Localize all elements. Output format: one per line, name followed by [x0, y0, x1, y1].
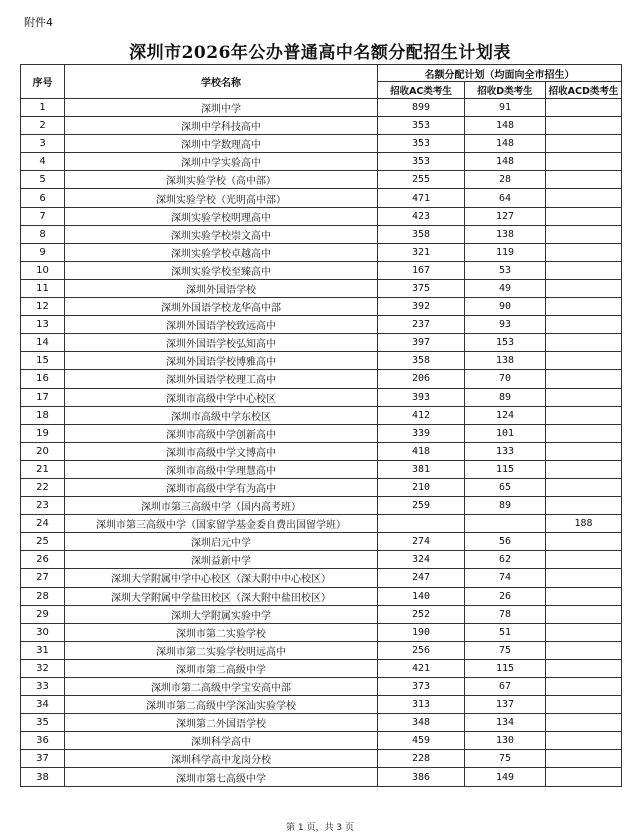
row-ac-quota: 471 — [378, 189, 465, 207]
row-acd-quota — [546, 153, 622, 171]
row-index: 20 — [21, 442, 65, 460]
table-row — [21, 533, 622, 551]
row-ac-quota: 259 — [378, 497, 465, 515]
row-acd-quota — [546, 605, 622, 623]
row-d-quota: 28 — [465, 171, 546, 189]
table-row — [21, 442, 622, 460]
row-acd-quota: 188 — [546, 515, 622, 533]
row-school-name: 深圳实验学校至臻高中 — [65, 261, 378, 279]
row-index: 8 — [21, 225, 65, 243]
row-index: 36 — [21, 732, 65, 750]
header-d-students: 招收D类考生 — [465, 82, 546, 99]
header-index: 序号 — [21, 65, 65, 99]
row-school-name: 深圳实验学校崇文高中 — [65, 225, 378, 243]
header-acd-students: 招收ACD类考生 — [546, 82, 622, 99]
row-school-name: 深圳益新中学 — [65, 551, 378, 569]
row-ac-quota: 237 — [378, 316, 465, 334]
header-quota-plan: 名额分配计划（均面向全市招生） — [378, 65, 622, 82]
row-d-quota: 89 — [465, 388, 546, 406]
row-d-quota: 101 — [465, 424, 546, 442]
row-acd-quota — [546, 189, 622, 207]
row-acd-quota — [546, 171, 622, 189]
row-school-name: 深圳市第二高级中学深汕实验学校 — [65, 696, 378, 714]
row-school-name: 深圳外国语学校致远高中 — [65, 316, 378, 334]
row-index: 6 — [21, 189, 65, 207]
row-ac-quota: 418 — [378, 442, 465, 460]
table-row — [21, 352, 622, 370]
row-ac-quota: 397 — [378, 334, 465, 352]
row-ac-quota: 252 — [378, 605, 465, 623]
row-ac-quota: 353 — [378, 117, 465, 135]
row-ac-quota: 255 — [378, 171, 465, 189]
table-row — [21, 497, 622, 515]
row-ac-quota: 313 — [378, 696, 465, 714]
row-index: 18 — [21, 406, 65, 424]
row-acd-quota — [546, 714, 622, 732]
table-row — [21, 551, 622, 569]
row-acd-quota — [546, 243, 622, 261]
row-acd-quota — [546, 370, 622, 388]
row-d-quota: 56 — [465, 533, 546, 551]
attachment-label: 附件4 — [24, 16, 53, 29]
row-acd-quota — [546, 298, 622, 316]
row-ac-quota: 190 — [378, 623, 465, 641]
row-school-name: 深圳市第二高级中学 — [65, 659, 378, 677]
row-d-quota: 70 — [465, 370, 546, 388]
table-row — [21, 388, 622, 406]
row-school-name: 深圳市高级中学中心校区 — [65, 388, 378, 406]
row-acd-quota — [546, 117, 622, 135]
row-index: 13 — [21, 316, 65, 334]
row-d-quota: 91 — [465, 99, 546, 117]
row-d-quota: 115 — [465, 460, 546, 478]
row-index: 25 — [21, 533, 65, 551]
row-school-name: 深圳市高级中学创新高中 — [65, 424, 378, 442]
row-d-quota: 148 — [465, 135, 546, 153]
table-row — [21, 279, 622, 297]
table-row — [21, 605, 622, 623]
row-school-name: 深圳市第二实验学校 — [65, 623, 378, 641]
row-acd-quota — [546, 424, 622, 442]
row-d-quota: 115 — [465, 659, 546, 677]
row-d-quota: 49 — [465, 279, 546, 297]
table-row — [21, 696, 622, 714]
row-school-name: 深圳启元中学 — [65, 533, 378, 551]
table-row — [21, 714, 622, 732]
table-row — [21, 460, 622, 478]
row-d-quota: 148 — [465, 153, 546, 171]
row-school-name: 深圳实验学校（高中部） — [65, 171, 378, 189]
table-row — [21, 243, 622, 261]
row-school-name: 深圳大学附属实验中学 — [65, 605, 378, 623]
table-row — [21, 171, 622, 189]
row-ac-quota: 324 — [378, 551, 465, 569]
row-ac-quota: 421 — [378, 659, 465, 677]
row-ac-quota: 353 — [378, 135, 465, 153]
row-ac-quota: 392 — [378, 298, 465, 316]
row-ac-quota: 381 — [378, 460, 465, 478]
table-row — [21, 135, 622, 153]
row-school-name: 深圳第二外国语学校 — [65, 714, 378, 732]
row-acd-quota — [546, 225, 622, 243]
row-index: 26 — [21, 551, 65, 569]
row-ac-quota: 228 — [378, 750, 465, 768]
row-ac-quota: 353 — [378, 153, 465, 171]
row-ac-quota: 210 — [378, 478, 465, 496]
row-school-name: 深圳市第三高级中学（国家留学基金委自费出国留学班） — [65, 515, 378, 533]
row-ac-quota: 393 — [378, 388, 465, 406]
table-row — [21, 99, 622, 117]
row-acd-quota — [546, 316, 622, 334]
table-row — [21, 569, 622, 587]
row-index: 21 — [21, 460, 65, 478]
row-school-name: 深圳外国语学校博雅高中 — [65, 352, 378, 370]
row-index: 5 — [21, 171, 65, 189]
row-d-quota: 137 — [465, 696, 546, 714]
row-d-quota: 127 — [465, 207, 546, 225]
row-acd-quota — [546, 352, 622, 370]
row-index: 28 — [21, 587, 65, 605]
row-index: 2 — [21, 117, 65, 135]
row-school-name: 深圳大学附属中学中心校区（深大附中中心校区） — [65, 569, 378, 587]
row-ac-quota: 358 — [378, 225, 465, 243]
row-d-quota: 64 — [465, 189, 546, 207]
row-d-quota: 93 — [465, 316, 546, 334]
row-school-name: 深圳市高级中学东校区 — [65, 406, 378, 424]
row-d-quota: 65 — [465, 478, 546, 496]
table-row — [21, 153, 622, 171]
row-ac-quota: 373 — [378, 678, 465, 696]
row-index: 24 — [21, 515, 65, 533]
row-ac-quota: 899 — [378, 99, 465, 117]
table-row — [21, 732, 622, 750]
row-acd-quota — [546, 460, 622, 478]
row-school-name: 深圳科学高中 — [65, 732, 378, 750]
row-school-name: 深圳中学数理高中 — [65, 135, 378, 153]
row-acd-quota — [546, 551, 622, 569]
row-school-name: 深圳实验学校（光明高中部） — [65, 189, 378, 207]
row-index: 17 — [21, 388, 65, 406]
table-row — [21, 424, 622, 442]
table-row — [21, 189, 622, 207]
row-acd-quota — [546, 768, 622, 786]
row-acd-quota — [546, 587, 622, 605]
table-row — [21, 406, 622, 424]
page-footer: 第 1 页，共 3 页 — [286, 823, 354, 833]
row-school-name: 深圳市第三高级中学（国内高考班） — [65, 497, 378, 515]
row-school-name: 深圳中学实验高中 — [65, 153, 378, 171]
row-school-name: 深圳外国语学校弘知高中 — [65, 334, 378, 352]
row-index: 32 — [21, 659, 65, 677]
row-acd-quota — [546, 261, 622, 279]
row-ac-quota: 167 — [378, 261, 465, 279]
row-d-quota: 138 — [465, 352, 546, 370]
row-school-name: 深圳市第七高级中学 — [65, 768, 378, 786]
row-d-quota: 51 — [465, 623, 546, 641]
table-row — [21, 298, 622, 316]
row-d-quota: 130 — [465, 732, 546, 750]
row-d-quota: 149 — [465, 768, 546, 786]
row-school-name: 深圳市高级中学文博高中 — [65, 442, 378, 460]
table-row — [21, 623, 622, 641]
row-d-quota: 26 — [465, 587, 546, 605]
row-school-name: 深圳实验学校卓越高中 — [65, 243, 378, 261]
row-d-quota: 89 — [465, 497, 546, 515]
row-ac-quota: 358 — [378, 352, 465, 370]
row-d-quota: 78 — [465, 605, 546, 623]
row-index: 3 — [21, 135, 65, 153]
table-row — [21, 225, 622, 243]
row-ac-quota: 140 — [378, 587, 465, 605]
row-school-name: 深圳市高级中学理慧高中 — [65, 460, 378, 478]
row-school-name: 深圳中学科技高中 — [65, 117, 378, 135]
table-row — [21, 768, 622, 786]
row-acd-quota — [546, 135, 622, 153]
row-ac-quota: 274 — [378, 533, 465, 551]
row-index: 1 — [21, 99, 65, 117]
row-d-quota: 138 — [465, 225, 546, 243]
row-school-name: 深圳科学高中龙岗分校 — [65, 750, 378, 768]
row-index: 35 — [21, 714, 65, 732]
row-d-quota — [465, 515, 546, 533]
row-school-name: 深圳市高级中学有为高中 — [65, 478, 378, 496]
row-index: 30 — [21, 623, 65, 641]
table-row — [21, 478, 622, 496]
row-index: 14 — [21, 334, 65, 352]
row-index: 31 — [21, 641, 65, 659]
row-ac-quota: 339 — [378, 424, 465, 442]
row-ac-quota: 386 — [378, 768, 465, 786]
row-d-quota: 119 — [465, 243, 546, 261]
row-d-quota: 74 — [465, 569, 546, 587]
table-row — [21, 207, 622, 225]
table-row — [21, 261, 622, 279]
table-body — [21, 99, 622, 787]
header-school-name: 学校名称 — [65, 65, 378, 99]
row-index: 34 — [21, 696, 65, 714]
row-acd-quota — [546, 497, 622, 515]
row-d-quota: 153 — [465, 334, 546, 352]
row-acd-quota — [546, 388, 622, 406]
row-d-quota: 53 — [465, 261, 546, 279]
table-row — [21, 117, 622, 135]
row-index: 4 — [21, 153, 65, 171]
row-acd-quota — [546, 732, 622, 750]
row-index: 19 — [21, 424, 65, 442]
row-d-quota: 134 — [465, 714, 546, 732]
row-school-name: 深圳外国语学校龙华高中部 — [65, 298, 378, 316]
row-d-quota: 75 — [465, 750, 546, 768]
row-acd-quota — [546, 478, 622, 496]
row-acd-quota — [546, 99, 622, 117]
row-acd-quota — [546, 659, 622, 677]
row-school-name: 深圳大学附属中学盐田校区（深大附中盐田校区） — [65, 587, 378, 605]
row-acd-quota — [546, 334, 622, 352]
header-ac-students: 招收AC类考生 — [378, 82, 465, 99]
table-row — [21, 515, 622, 533]
table-row — [21, 641, 622, 659]
row-index: 37 — [21, 750, 65, 768]
row-index: 16 — [21, 370, 65, 388]
row-ac-quota: 321 — [378, 243, 465, 261]
row-school-name: 深圳市第二实验学校明远高中 — [65, 641, 378, 659]
row-acd-quota — [546, 279, 622, 297]
row-acd-quota — [546, 533, 622, 551]
table-row — [21, 659, 622, 677]
row-d-quota: 75 — [465, 641, 546, 659]
row-school-name: 深圳实验学校明理高中 — [65, 207, 378, 225]
row-index: 11 — [21, 279, 65, 297]
row-acd-quota — [546, 750, 622, 768]
row-ac-quota: 375 — [378, 279, 465, 297]
row-school-name: 深圳外国语学校理工高中 — [65, 370, 378, 388]
row-index: 9 — [21, 243, 65, 261]
row-acd-quota — [546, 641, 622, 659]
page-title: 深圳市2026年公办普通高中名额分配招生计划表 — [129, 43, 511, 63]
row-acd-quota — [546, 696, 622, 714]
row-index: 7 — [21, 207, 65, 225]
table-row — [21, 750, 622, 768]
row-ac-quota: 423 — [378, 207, 465, 225]
row-index: 23 — [21, 497, 65, 515]
table-row — [21, 587, 622, 605]
row-d-quota: 148 — [465, 117, 546, 135]
row-acd-quota — [546, 569, 622, 587]
table-row — [21, 370, 622, 388]
row-ac-quota: 206 — [378, 370, 465, 388]
row-d-quota: 62 — [465, 551, 546, 569]
enrollment-plan-table — [20, 64, 622, 787]
row-index: 12 — [21, 298, 65, 316]
row-school-name: 深圳中学 — [65, 99, 378, 117]
row-ac-quota: 459 — [378, 732, 465, 750]
row-ac-quota: 348 — [378, 714, 465, 732]
row-acd-quota — [546, 623, 622, 641]
row-d-quota: 133 — [465, 442, 546, 460]
row-ac-quota: 247 — [378, 569, 465, 587]
row-school-name: 深圳市第二高级中学宝安高中部 — [65, 678, 378, 696]
row-index: 27 — [21, 569, 65, 587]
row-index: 10 — [21, 261, 65, 279]
row-ac-quota — [378, 515, 465, 533]
table-row — [21, 316, 622, 334]
row-ac-quota: 412 — [378, 406, 465, 424]
row-school-name: 深圳外国语学校 — [65, 279, 378, 297]
row-d-quota: 67 — [465, 678, 546, 696]
table-row — [21, 334, 622, 352]
row-index: 29 — [21, 605, 65, 623]
row-acd-quota — [546, 207, 622, 225]
row-acd-quota — [546, 678, 622, 696]
row-index: 33 — [21, 678, 65, 696]
row-acd-quota — [546, 406, 622, 424]
row-index: 15 — [21, 352, 65, 370]
row-index: 22 — [21, 478, 65, 496]
row-index: 38 — [21, 768, 65, 786]
row-d-quota: 90 — [465, 298, 546, 316]
row-acd-quota — [546, 442, 622, 460]
row-ac-quota: 256 — [378, 641, 465, 659]
row-d-quota: 124 — [465, 406, 546, 424]
table-row — [21, 678, 622, 696]
